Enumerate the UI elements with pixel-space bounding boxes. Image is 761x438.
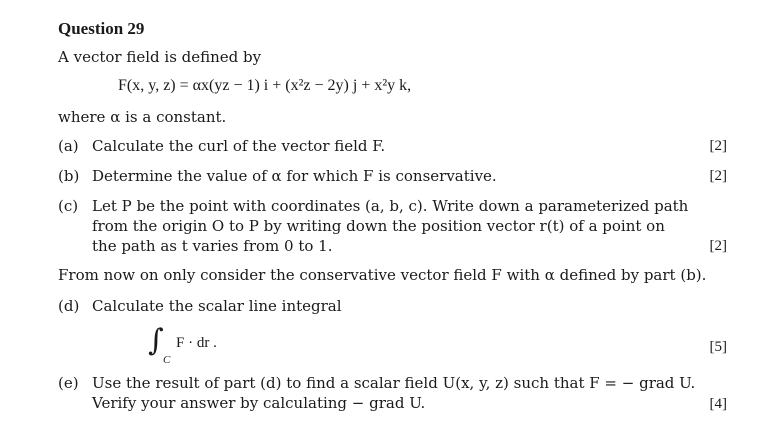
question-intro: A vector field is defined by [58, 48, 262, 66]
transition-text: From now on only consider the conservative vector field F with α defined by part (b). [58, 266, 707, 284]
part-e-line-2: Verify your answer by calculating − grad U. [92, 394, 426, 412]
part-a-marks: [2] [709, 138, 727, 154]
part-b-text: Determine the value of α for which F is conservative. [92, 167, 497, 185]
part-d-label: (d) [58, 297, 80, 315]
integral-subscript: C [163, 354, 171, 366]
question-title: Question 29 [58, 19, 145, 38]
part-a-text: Calculate the curl of the vector field F. [92, 137, 386, 155]
integral-sign: ∫ [148, 323, 164, 358]
part-c-line-3: the path as t varies from 0 to 1. [92, 237, 333, 255]
part-c-marks: [2] [709, 238, 727, 254]
part-d-marks: [5] [709, 339, 727, 355]
part-e-line-1: Use the result of part (d) to find a scalar field U(x, y, z) such that F = − grad U. [92, 374, 696, 392]
part-d-text: Calculate the scalar line integral [92, 297, 342, 315]
part-e-marks: [4] [709, 396, 727, 412]
vector-field-equation: F(x, y, z) = αx(yz − 1) i + (x²z − 2y) j + x²y k, [118, 77, 412, 94]
part-e-label: (e) [58, 374, 79, 392]
part-c-line-2: from the origin O to P by writing down the position vector r(t) of a point on [92, 217, 665, 235]
part-c-label: (c) [58, 197, 79, 215]
part-a-label: (a) [58, 137, 79, 155]
integrand: F · dr . [176, 335, 217, 351]
part-c-line-1: Let P be the point with coordinates (a, b, c). Write down a parameterized path [92, 197, 689, 215]
part-b-label: (b) [58, 167, 80, 185]
part-b-marks: [2] [709, 168, 727, 184]
constant-note: where α is a constant. [58, 108, 227, 126]
